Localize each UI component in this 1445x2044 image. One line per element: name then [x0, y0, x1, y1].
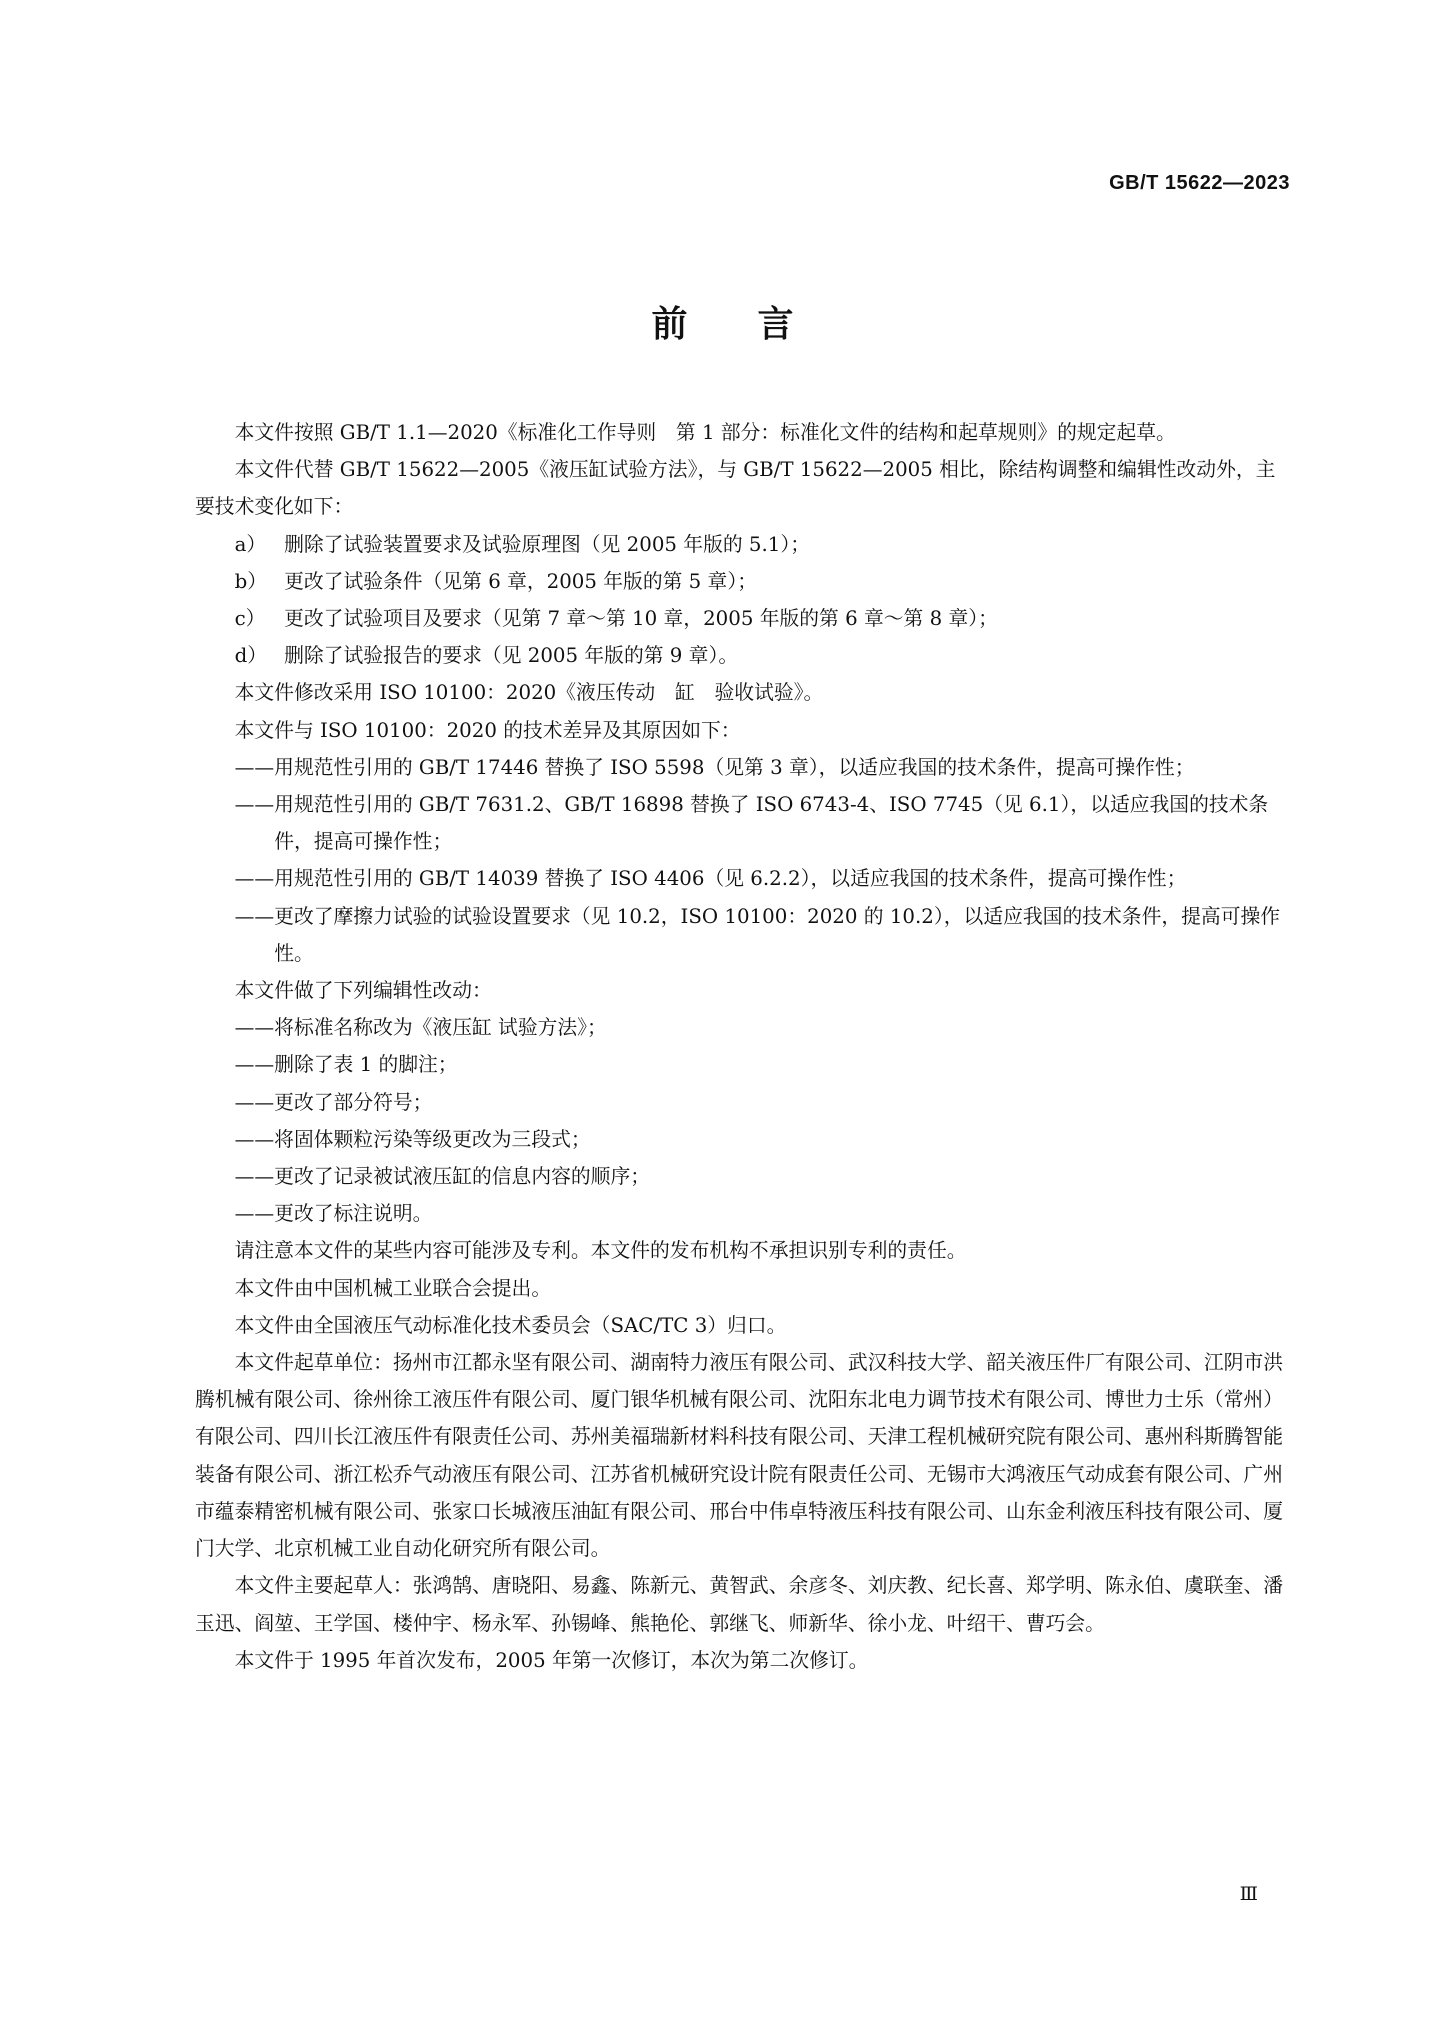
paragraph-drafters: 本文件主要起草人：张鸿鹄、唐晓阳、易鑫、陈新元、黄智武、余彦冬、刘庆教、纪长喜、郑学明、陈永伯、虞联奎、潘玉迅、阎堃、王学国、楼仲宇、杨永军、孙锡峰、熊艳伦、郭继飞、师新华、徐小龙、叶绍干、曹巧会。 — [195, 1574, 1284, 1635]
dash-list-item: ——用规范性引用的 GB/T 7631.2、GB/T 16898 替换了 ISO 6743-4、ISO 7745（见 6.1），以适应我国的技术条件，提高可操作性； — [234, 793, 1269, 854]
paragraph-history: 本文件于 1995 年首次发布，2005 年第一次修订，本次为第二次修订。 — [234, 1648, 869, 1672]
dash-list-item: ——更改了标注说明。 — [234, 1202, 433, 1226]
list-item — [195, 563, 1293, 600]
dash-list-item: ——更改了部分符号； — [234, 1090, 433, 1114]
paragraph-patent-notice: 请注意本文件的某些内容可能涉及专利。本文件的发布机构不承担识别专利的责任。 — [234, 1239, 967, 1263]
list-item-text: 删除了试验装置要求及试验原理图（见 2005 年版的 5.1）； — [284, 532, 811, 556]
dash-list-item: ——更改了记录被试液压缸的信息内容的顺序； — [234, 1165, 651, 1189]
list-item — [195, 526, 1293, 563]
dash-list-item: ——将固体颗粒污染等级更改为三段式； — [234, 1127, 591, 1151]
paragraph-adoption: 本文件修改采用 ISO 10100：2020《液压传动 缸 验收试验》。 — [234, 681, 824, 705]
list-item-key: a） — [234, 532, 267, 556]
list-item-text: 更改了试验项目及要求（见第 7 章～第 10 章，2005 年版的第 6 章～第 8 章）； — [284, 607, 998, 631]
list-item-key: d） — [234, 644, 268, 668]
list-item-text: 更改了试验条件（见第 6 章，2005 年版的第 5 章）； — [284, 569, 757, 593]
paragraph-under-jurisdiction: 本文件由全国液压气动标准化技术委员会（SAC/TC 3）归口。 — [234, 1313, 787, 1337]
paragraph-drafting-rules: 本文件按照 GB/T 1.1—2020《标准化工作导则 第 1 部分：标准化文件的结构和起草规则》的规定起草。 — [234, 421, 1176, 444]
list-item — [195, 600, 1293, 637]
paragraph-drafting-units: 本文件起草单位：扬州市江都永坚有限公司、湖南特力液压有限公司、武汉科技大学、韶关液压件厂有限公司、江阴市洪腾机械有限公司、徐州徐工液压件有限公司、厦门银华机械有限公司、沈阳东北电力调节技术有限公司、博世力士乐（常州）有限公司、四川长江液压件有限责任公司、苏州美福瑞新材料科技有限公司、天津工程机械研究院有限公司、惠州科斯腾智能装备有限公司、浙江松乔气动液压有限公司、江苏省机械研究设计院有限责任公司、无锡市大鸿液压气动成套有限公司、广州市蕴泰精密机械有限公司、张家口长城液压油缸有限公司、邢台中伟卓特液压科技有限公司、山东金利液压科技有限公司、厦门大学、北京机械工业自动化研究所有限公司。 — [195, 1351, 1284, 1561]
dash-list-item: ——用规范性引用的 GB/T 14039 替换了 ISO 4406（见 6.2.2），以适应我国的技术条件，提高可操作性； — [234, 867, 1187, 891]
document-body — [195, 414, 1293, 1679]
list-item-key: c） — [234, 607, 266, 631]
list-item-key: b） — [234, 569, 268, 593]
dash-list-item: ——更改了摩擦力试验的试验设置要求（见 10.2，ISO 10100：2020 的 10.2），以适应我国的技术条件，提高可操作性。 — [234, 904, 1281, 965]
list-item — [195, 637, 1293, 674]
standard-code: GB/T 15622—2023 — [1109, 172, 1290, 194]
page-title: 前言 — [651, 304, 864, 345]
dash-list-item: ——用规范性引用的 GB/T 17446 替换了 ISO 5598（见第 3 章），以适应我国的技术条件，提高可操作性； — [234, 755, 1195, 779]
list-item-text: 删除了试验报告的要求（见 2005 年版的第 9 章）。 — [284, 644, 739, 668]
paragraph-replaces: 本文件代替 GB/T 15622—2005《液压缸试验方法》，与 GB/T 15622—2005 相比，除结构调整和编辑性改动外，主要技术变化如下： — [195, 458, 1276, 519]
paragraph-editorial-intro: 本文件做了下列编辑性改动： — [234, 979, 492, 1003]
dash-list-item: ——将标准名称改为《液压缸 试验方法》； — [234, 1016, 607, 1040]
dash-list-item: ——删除了表 1 的脚注； — [234, 1053, 458, 1077]
paragraph-proposed-by: 本文件由中国机械工业联合会提出。 — [234, 1276, 552, 1300]
paragraph-differences-intro: 本文件与 ISO 10100：2020 的技术差异及其原因如下： — [234, 718, 741, 742]
page-number: Ⅲ — [1239, 1884, 1258, 1905]
